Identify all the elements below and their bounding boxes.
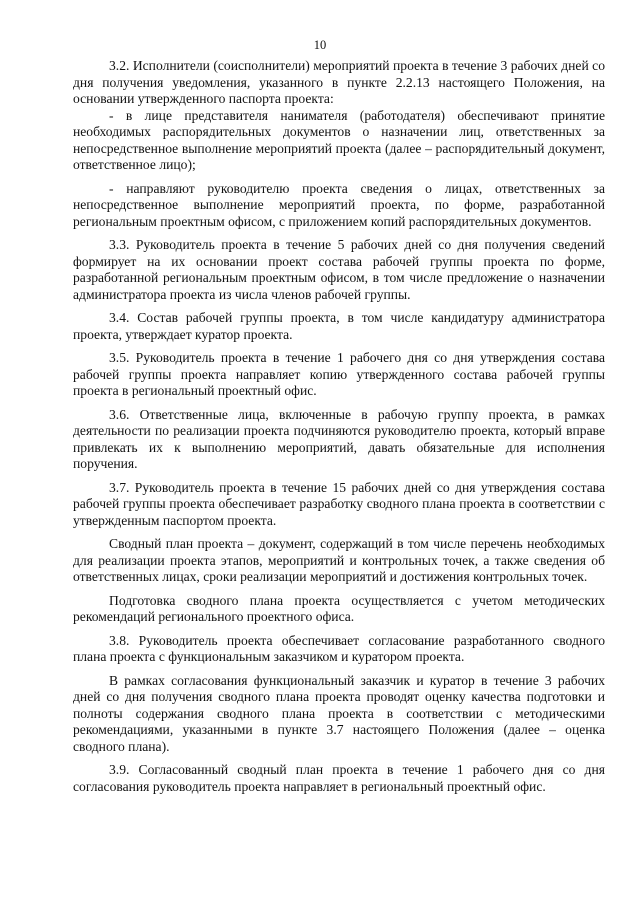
paragraph-3-3: 3.3. Руководитель проекта в течение 5 рабочих дней со дня получения сведений формирует на их основании проект состава рабочей группы проекта по форме, разработанной региональным проектным офисом, в том числе предложение о назначении администратора проекта из числа членов рабочей группы. <box>73 237 605 302</box>
paragraph-3-6: 3.6. Ответственные лица, включенные в рабочую группу проекта, в рамках деятельности по реализации проекта подчиняются руководителю проекта, который вправе привлекать их к выполнению мероприятий, давать обязательные для исполнения поручения. <box>73 406 605 471</box>
paragraph-3-8: 3.8. Руководитель проекта обеспечивает согласование разработанного сводного плана проекта с функциональным заказчиком и куратором проекта. <box>73 632 605 664</box>
paragraph-3-4: 3.4. Состав рабочей группы проекта, в том числе кандидатуру администратора проекта, утверждает куратор проекта. <box>73 310 605 342</box>
page-number: 10 <box>313 38 327 52</box>
list-item-send-info: - направляют руководителю проекта сведения о лицах, ответственных за непосредственное выполнение мероприятий проекта, по форме, разработанной региональным проектным офисом, с приложением копий распорядительных документов. <box>73 180 605 229</box>
paragraph-3-9: 3.9. Согласованный сводный план проекта в течение 1 рабочего дня со дня согласования руководитель проекта направляет в региональный проектный офис. <box>73 762 605 794</box>
paragraph-plan-preparation: Подготовка сводного плана проекта осуществляется с учетом методических рекомендаций регионального проектного офиса. <box>73 592 605 624</box>
paragraph-3-5: 3.5. Руководитель проекта в течение 1 рабочего дня со дня утверждения состава рабочей группы проекта направляет копию утвержденного состава рабочей группы проекта в региональный проектный офис. <box>73 350 605 398</box>
paragraph-3-2: 3.2. Исполнители (соисполнители) мероприятий проекта в течение 3 рабочих дней со дня получения уведомления, указанного в пункте 2.2.13 настоящего Положения, на основании утвержденного паспорта проекта: <box>73 58 605 106</box>
paragraph-summary-plan: Сводный план проекта – документ, содержащий в том числе перечень необходимых для реализации проекта этапов, мероприятий и контрольных точек, а также сведения об ответственных лицах, сроки реализации мероприятий и достижения контрольных точек. <box>73 536 605 584</box>
paragraph-3-7: 3.7. Руководитель проекта в течение 15 рабочих дней со дня утверждения состава рабочей группы проекта обеспечивает разработку сводного плана проекта в соответствии с утвержденным паспортом проекта. <box>73 479 605 528</box>
paragraph-approval: В рамках согласования функциональный заказчик и куратор в течение 3 рабочих дней со дня получения сводного плана проекта проводят оценку качества подготовки и полноты содержания сводного плана проекта в соответствии с методическими рекомендациями, указанными в пункте 3.7 настоящего Положения (далее – оценка сводного плана). <box>73 672 605 754</box>
document-body <box>73 58 605 795</box>
list-item-orders: - в лице представителя нанимателя (работодателя) обеспечивают принятие необходимых распорядительных документов о назначении лиц, ответственных за непосредственное выполнение мероприятий проекта (далее – распорядительный документ, ответственное лицо); <box>73 107 605 172</box>
